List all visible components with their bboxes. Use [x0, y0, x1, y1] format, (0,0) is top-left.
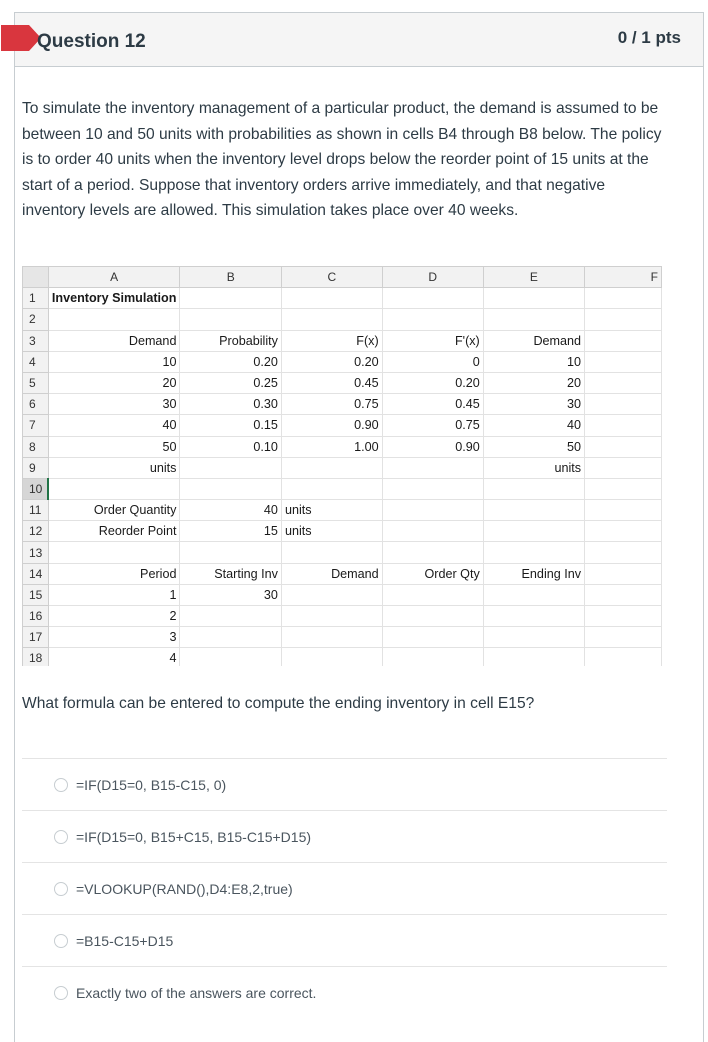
- cell: units: [48, 457, 180, 478]
- answer-option[interactable]: [22, 810, 667, 862]
- row-header: 7: [23, 415, 49, 436]
- row-header: 14: [23, 563, 49, 584]
- row-header: 2: [23, 309, 49, 330]
- cell-header: Starting Inv: [180, 563, 281, 584]
- cell: 0.75: [281, 394, 382, 415]
- radio-icon[interactable]: [54, 882, 68, 896]
- question-title: Question 12: [37, 31, 146, 52]
- cell: 1: [48, 584, 180, 605]
- cell-header: F(x): [281, 330, 382, 351]
- cell: 0.15: [180, 415, 281, 436]
- row-header: 15: [23, 584, 49, 605]
- row-header: 1: [23, 288, 49, 309]
- cell: 40: [483, 415, 584, 436]
- cell: 0.45: [281, 372, 382, 393]
- cell: 0.20: [180, 351, 281, 372]
- cell: 3: [48, 627, 180, 648]
- radio-icon[interactable]: [54, 830, 68, 844]
- row-header: 18: [23, 648, 49, 666]
- cell-header: Demand: [48, 330, 180, 351]
- cell-header: Probability: [180, 330, 281, 351]
- cell: 50: [48, 436, 180, 457]
- question-header: [15, 13, 703, 67]
- answer-option[interactable]: [22, 914, 667, 966]
- cell: 30: [180, 584, 281, 605]
- cell: 0.20: [281, 351, 382, 372]
- col-header: B: [180, 267, 281, 288]
- answer-list: [22, 758, 667, 1018]
- answer-label[interactable]: Exactly two of the answers are correct.: [76, 985, 317, 1001]
- cell: 10: [48, 351, 180, 372]
- cell: 10: [483, 351, 584, 372]
- cell: 0.90: [281, 415, 382, 436]
- cell: 0.90: [382, 436, 483, 457]
- radio-icon[interactable]: [54, 934, 68, 948]
- cell: 0.10: [180, 436, 281, 457]
- cell: 0.25: [180, 372, 281, 393]
- row-header: 9: [23, 457, 49, 478]
- cell: 20: [48, 372, 180, 393]
- cell: units: [281, 500, 382, 521]
- row-header: 8: [23, 436, 49, 457]
- cell: units: [281, 521, 382, 542]
- cell-header: Order Qty: [382, 563, 483, 584]
- cell-label: Order Quantity: [48, 500, 180, 521]
- cell: 40: [48, 415, 180, 436]
- cell: 0: [382, 351, 483, 372]
- cell: units: [483, 457, 584, 478]
- answer-label[interactable]: =IF(D15=0, B15-C15, 0): [76, 777, 227, 793]
- flag-icon[interactable]: [1, 25, 41, 51]
- cell: 0.75: [382, 415, 483, 436]
- cell: 30: [483, 394, 584, 415]
- answer-label[interactable]: =B15-C15+D15: [76, 933, 174, 949]
- row-header: 13: [23, 542, 49, 563]
- row-header: 4: [23, 351, 49, 372]
- row-header: 12: [23, 521, 49, 542]
- answer-option[interactable]: [22, 758, 667, 810]
- cell: 1.00: [281, 436, 382, 457]
- question-points: 0 / 1 pts: [617, 28, 681, 47]
- question-text: To simulate the inventory management of a particular product, the demand is assumed to be between 10 and 50 units with probabilities as shown in cells B4 through B8 below. The policy is to order 40 units when the inventory level drops below the reorder point of 15 units at the start of a period. Suppose that inventory orders arrive immediately, and that negative inventory levels are allowed. This simulation takes place over 40 weeks.: [22, 100, 662, 220]
- row-header: 6: [23, 394, 49, 415]
- cell: 30: [48, 394, 180, 415]
- col-header: E: [483, 267, 584, 288]
- cell: 0.45: [382, 394, 483, 415]
- cell-header: Demand: [281, 563, 382, 584]
- radio-icon[interactable]: [54, 778, 68, 792]
- answer-label[interactable]: =IF(D15=0, B15+C15, B15-C15+D15): [76, 829, 312, 845]
- cell-header: Period: [48, 563, 180, 584]
- cell-label: Reorder Point: [48, 521, 180, 542]
- radio-icon[interactable]: [54, 986, 68, 1000]
- cell: 4: [48, 648, 180, 666]
- row-header: 10: [23, 478, 49, 499]
- spreadsheet-image: [22, 266, 662, 666]
- cell: 15: [180, 521, 281, 542]
- col-header: F: [585, 267, 662, 288]
- cell-header: Ending Inv: [483, 563, 584, 584]
- row-header: 3: [23, 330, 49, 351]
- answer-label[interactable]: =VLOOKUP(RAND(),D4:E8,2,true): [76, 881, 293, 897]
- answer-option[interactable]: [22, 966, 667, 1018]
- sheet-corner: [23, 267, 49, 288]
- cell: 0.30: [180, 394, 281, 415]
- cell-header: Demand: [483, 330, 584, 351]
- row-header: 16: [23, 606, 49, 627]
- cell: 20: [483, 372, 584, 393]
- col-header: A: [48, 267, 180, 288]
- cell: 2: [48, 606, 180, 627]
- answer-option[interactable]: [22, 862, 667, 914]
- cell: 50: [483, 436, 584, 457]
- sheet-title: Inventory Simulation: [48, 288, 180, 309]
- row-header: 17: [23, 627, 49, 648]
- row-header: 11: [23, 500, 49, 521]
- col-header: C: [281, 267, 382, 288]
- cell: 40: [180, 500, 281, 521]
- cell: 0.20: [382, 372, 483, 393]
- cell-header: F'(x): [382, 330, 483, 351]
- row-header: 5: [23, 372, 49, 393]
- question-prompt: What formula can be entered to compute the ending inventory in cell E15?: [22, 695, 535, 712]
- col-header: D: [382, 267, 483, 288]
